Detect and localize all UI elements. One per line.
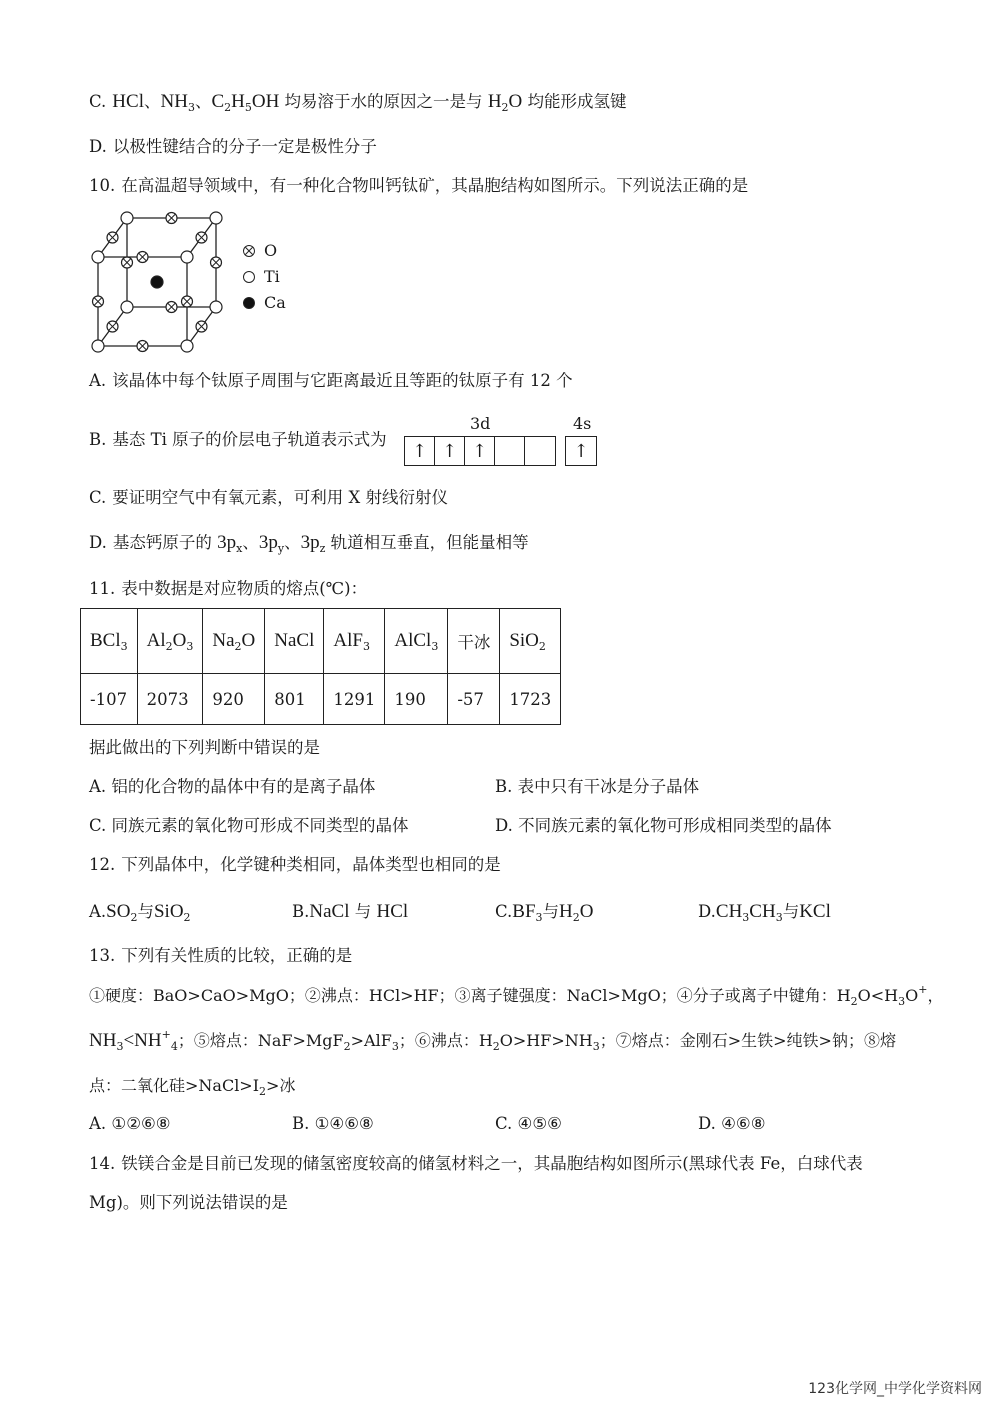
ti-orbital-diagram bbox=[404, 414, 604, 470]
table-cell: 2073 bbox=[137, 674, 203, 725]
o-atom-icon bbox=[137, 252, 148, 263]
q13-options bbox=[89, 1114, 909, 1138]
legend-label: Ca bbox=[264, 293, 286, 312]
q11-option-d: D. 不同族元素的氧化物可形成相同类型的晶体 bbox=[495, 816, 832, 835]
orbital-label-4s: 4s bbox=[573, 414, 592, 433]
q11-follow-up: 据此做出的下列判断中错误的是 bbox=[89, 738, 320, 757]
ti-atom-icon bbox=[121, 301, 133, 313]
q11-options-row2 bbox=[89, 815, 832, 837]
table-cell: 190 bbox=[385, 674, 448, 725]
o-atom-icon bbox=[107, 321, 118, 332]
option-label: 13. bbox=[89, 946, 116, 965]
table-value-row bbox=[81, 674, 561, 725]
q13-option-c: C. ④⑤⑥ bbox=[495, 1114, 562, 1133]
o-atom-icon bbox=[211, 257, 222, 268]
q10-stem: 10. 在高温超导领域中，有一种化合物叫钙钛矿，其晶胞结构如图所示。下列说法正确的是 bbox=[89, 176, 749, 195]
table-header-cell: AlCl$_3$ bbox=[385, 609, 448, 674]
ti-atom-icon bbox=[121, 212, 133, 224]
orbital-box: ↑ bbox=[573, 440, 589, 462]
table-cell: 1291 bbox=[324, 674, 385, 725]
table-cell: 920 bbox=[203, 674, 265, 725]
q12-options bbox=[89, 898, 909, 922]
option-label: C. bbox=[89, 488, 107, 507]
site-watermark-footer: 123化学网_中学化学资料网 bbox=[808, 1381, 982, 1397]
o-atom-icon bbox=[122, 257, 133, 268]
o-atom-icon bbox=[243, 245, 255, 257]
q9-option-d: D. 以极性键结合的分子一定是极性分子 bbox=[89, 137, 377, 156]
orbital-box bbox=[525, 437, 555, 465]
table-cell: -57 bbox=[448, 674, 500, 725]
table-header-cell: SiO$_2$ bbox=[500, 609, 561, 674]
table-header-cell: $Na_2O$ bbox=[203, 609, 265, 674]
ti-atom-icon bbox=[210, 212, 222, 224]
crystal-cell-diagram bbox=[86, 208, 238, 358]
option-label: A. bbox=[89, 371, 107, 390]
option-label: B. bbox=[89, 430, 107, 449]
option-label: 10. bbox=[89, 176, 116, 195]
table-header-cell: BCl$_3$ bbox=[81, 609, 138, 674]
q14-stem-line1: 14. 铁镁合金是目前已发现的储氢密度较高的储氢材料之一，其晶胞结构如图所示(黑球代表 Fe，白球代表 bbox=[89, 1154, 863, 1173]
crystal-cell-legend bbox=[243, 238, 286, 316]
option-label: C. bbox=[495, 902, 513, 921]
ti-atom-icon bbox=[181, 340, 193, 352]
option-label: 11. bbox=[89, 579, 116, 598]
orbital-box: ↑ bbox=[435, 437, 465, 465]
q11-stem: 11. 表中数据是对应物质的熔点(℃)： bbox=[89, 579, 368, 598]
q14-stem-line2: Mg)。则下列说法错误的是 bbox=[89, 1193, 288, 1212]
q12-option-a: $A.SO_2$与SiO$_2$ bbox=[89, 901, 191, 924]
table-header-cell: $Al_2O_3$ bbox=[137, 609, 203, 674]
ti-atom-icon bbox=[92, 340, 104, 352]
q9-option-c: C. HCl、$NH_3$、$C_2H_5OH$ 均易溶于水的原因之一是与 $H_2O$ 均能形成氢键 bbox=[89, 91, 627, 114]
q10-option-d: D. 基态钙原子的 $3p_x$、$3p_y$、$3p_z$ 轨道相互垂直，但能量相等 bbox=[89, 532, 529, 555]
o-atom-icon bbox=[196, 232, 207, 243]
ti-atom-icon bbox=[181, 251, 193, 263]
table-header-cell: 干冰 bbox=[448, 609, 500, 674]
orbital-box: ↑ bbox=[405, 437, 435, 465]
table-cell: -107 bbox=[81, 674, 138, 725]
o-atom-icon bbox=[107, 232, 118, 243]
legend-item-ti bbox=[243, 264, 286, 290]
melting-point-table bbox=[80, 608, 561, 725]
option-label: C. bbox=[89, 92, 107, 111]
ti-atom-icon bbox=[92, 251, 104, 263]
q12-stem: 12. 下列晶体中，化学键种类相同，晶体类型也相同的是 bbox=[89, 855, 501, 874]
option-label: D. bbox=[698, 902, 716, 921]
q13-statements-line3: 点：二氧化硅$>NaCl>I_2>$冰 bbox=[89, 1076, 296, 1098]
q13-option-d: D. ④⑥⑧ bbox=[698, 1114, 766, 1133]
q12-option-b: B.NaCl 与 HCl bbox=[292, 901, 409, 922]
table-header-cell: NaCl bbox=[265, 609, 324, 674]
o-atom-icon bbox=[166, 213, 177, 224]
table-cell: 801 bbox=[265, 674, 324, 725]
legend-label: Ti bbox=[264, 267, 280, 286]
o-atom-icon bbox=[166, 302, 177, 313]
o-atom-icon bbox=[137, 341, 148, 352]
legend-item-ca bbox=[243, 290, 286, 316]
o-atom-icon bbox=[196, 321, 207, 332]
q13-statements-line1: ①硬度：BaO>CaO>MgO；②沸点：HCl>HF；③离子键强度：NaCl>MgO；④分子或离子中键角：$H_2O<H_3O^+$， bbox=[89, 983, 944, 1008]
option-label: A. bbox=[89, 902, 107, 921]
orbital-boxes-4s bbox=[565, 436, 597, 466]
option-label: 14. bbox=[89, 1154, 116, 1173]
q12-option-d: $D.CH_3CH_3$与KCl bbox=[698, 901, 831, 924]
q11-option-c: C. 同族元素的氧化物可形成不同类型的晶体 bbox=[89, 816, 409, 835]
q13-option-b: B. ①④⑥⑧ bbox=[292, 1114, 374, 1133]
option-label: B. bbox=[292, 902, 310, 921]
legend-label: O bbox=[264, 241, 278, 260]
q10-option-a: A. 该晶体中每个钛原子周围与它距离最近且等距的钛原子有 12 个 bbox=[89, 371, 573, 390]
orbital-box bbox=[495, 437, 525, 465]
ca-atom-icon bbox=[151, 276, 163, 288]
q11-option-a: A. 铝的化合物的晶体中有的是离子晶体 bbox=[89, 777, 376, 796]
option-label: D. bbox=[89, 533, 107, 552]
q13-stem: 13. 下列有关性质的比较，正确的是 bbox=[89, 946, 353, 965]
o-atom-icon bbox=[182, 296, 193, 307]
q11-options-row1 bbox=[89, 776, 700, 798]
legend-item-o bbox=[243, 238, 286, 264]
orbital-label-3d: 3d bbox=[470, 414, 491, 433]
o-atom-icon bbox=[93, 296, 104, 307]
q12-option-c: $C.BF_3$与$H_2O$ bbox=[495, 901, 594, 924]
table-header-row bbox=[81, 609, 561, 674]
q10-option-c: C. 要证明空气中有氧元素，可利用 X 射线衍射仪 bbox=[89, 488, 449, 507]
q10-option-b: B. 基态 Ti 原子的价层电子轨道表示式为 bbox=[89, 430, 387, 449]
option-label: 12. bbox=[89, 855, 116, 874]
ti-atom-icon bbox=[243, 271, 255, 283]
q13-statements-line2: $NH_3<NH^+_4$；⑤熔点：NaF>MgF$_2$>AlF$_3$；⑥沸点：$H_2O>HF>NH_3$；⑦熔点：金刚石>生铁>纯铁>钠；⑧熔 bbox=[89, 1028, 896, 1053]
orbital-boxes-3d bbox=[404, 436, 556, 466]
table-cell: 1723 bbox=[500, 674, 561, 725]
q13-option-a: A. ①②⑥⑧ bbox=[89, 1114, 171, 1133]
q11-option-b: B. 表中只有干冰是分子晶体 bbox=[495, 777, 700, 796]
table-header-cell: AlF$_3$ bbox=[324, 609, 385, 674]
ca-atom-icon bbox=[243, 297, 255, 309]
option-label: D. bbox=[89, 137, 107, 156]
ti-atom-icon bbox=[210, 301, 222, 313]
orbital-box: ↑ bbox=[465, 437, 495, 465]
